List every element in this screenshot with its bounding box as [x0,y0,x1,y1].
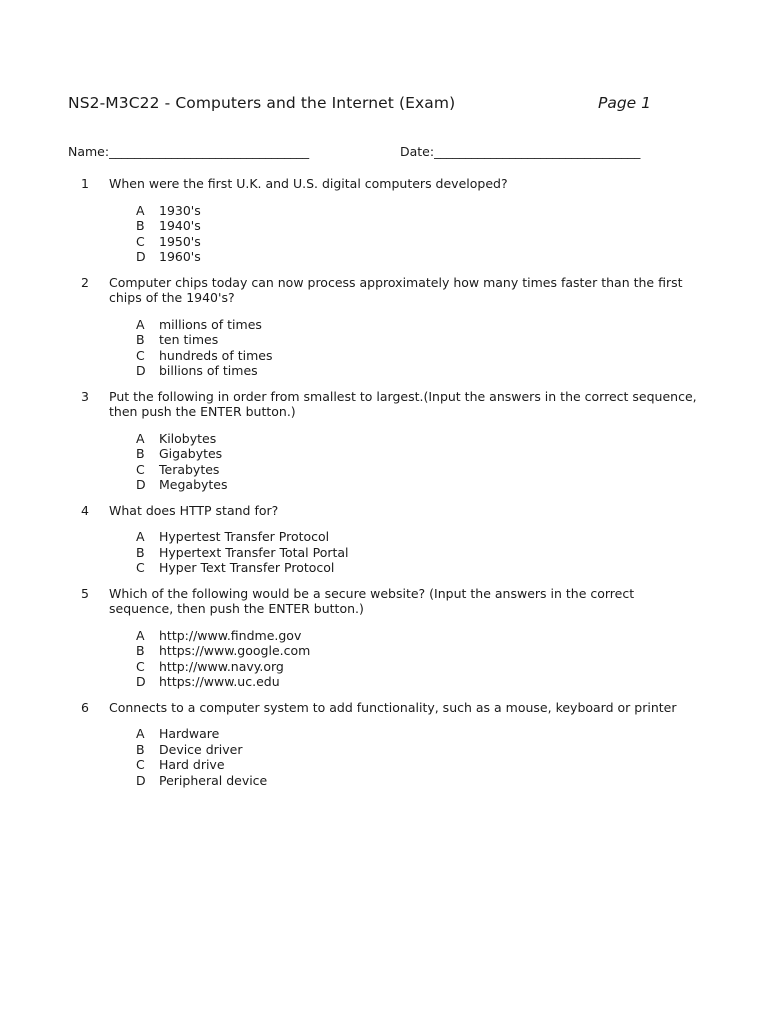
choice-letter: B [136,544,145,560]
choice-text: 1940's [159,218,201,233]
answer-choice [0,218,770,234]
choice-text: millions of times [159,316,262,332]
answer-choice [0,726,770,742]
choice-letter: D [136,363,146,378]
choice-letter: D [136,772,146,788]
answer-choice [0,659,770,675]
choice-letter: C [136,658,145,674]
choice-text: Gigabytes [159,446,223,461]
choice-letter: A [136,529,145,544]
choice-letter: B [136,741,145,757]
choice-text: Kilobytes [159,430,217,446]
choice-letter: C [136,757,145,772]
question-text: Connects to a computer system to add functionality, such as a mouse, keyboard or printer [109,699,677,715]
question-number: 4 [81,502,89,518]
answer-choices [0,628,770,690]
choice-letter: B [136,218,145,233]
choice-text: Hard drive [159,757,225,772]
choice-text: 1960's [159,249,201,264]
question-list [0,176,770,798]
choice-letter: A [136,202,145,218]
choice-text: Hyper Text Transfer Protocol [159,560,335,575]
question-item [0,275,770,379]
choice-text: https://www.google.com [159,643,311,658]
question-number: 5 [81,585,89,601]
choice-letter: A [136,430,145,446]
answer-choice [0,643,770,659]
choice-text: http://www.findme.gov [159,627,302,643]
question-number: 2 [81,274,89,290]
answer-choice [0,446,770,462]
answer-choice [0,674,770,690]
answer-choice [0,628,770,644]
choice-letter: C [136,347,145,363]
answer-choice [0,529,770,545]
question-text: Put the following in order from smallest to largest.(Input the answers in the correct sequence, then push the ENTER button.) [109,388,697,419]
choice-text: Terabytes [159,461,220,477]
choice-letter: D [136,249,146,264]
answer-choice [0,462,770,478]
question-text: Computer chips today can now process approximately how many times faster than the first chips of the 1940's? [109,274,683,305]
question-item [0,503,770,576]
choice-text: 1930's [159,202,201,218]
choice-text: Hypertest Transfer Protocol [159,529,330,544]
page-number: Page 1 [598,94,652,112]
answer-choice [0,431,770,447]
question-item [0,700,770,789]
choice-text: ten times [159,332,219,347]
choice-text: Megabytes [159,477,228,492]
answer-choice [0,332,770,348]
answer-choice [0,363,770,379]
answer-choice [0,757,770,773]
name-field: Name:________________________________ [68,144,310,159]
choice-text: Hardware [159,726,220,741]
answer-choice [0,773,770,789]
answer-choice [0,742,770,758]
choice-letter: D [136,477,146,492]
answer-choices [0,203,770,265]
exam-title: NS2-M3C22 - Computers and the Internet (Exam) [68,94,456,112]
answer-choices [0,431,770,493]
question-text: When were the first U.K. and U.S. digital computers developed? [109,176,508,191]
choice-letter: B [136,446,145,461]
choice-letter: A [136,316,145,332]
choice-letter: A [136,627,145,643]
choice-letter: C [136,560,145,575]
choice-text: 1950's [159,233,201,249]
question-number: 6 [81,699,89,715]
question-text: Which of the following would be a secure website? (Input the answers in the correct sequence, then push the ENTER button.) [109,585,635,616]
choice-text: billions of times [159,363,258,378]
choice-text: Peripheral device [159,772,268,788]
question-text: What does HTTP stand for? [109,502,279,518]
answer-choices [0,529,770,576]
choice-letter: B [136,332,145,347]
answer-choice [0,545,770,561]
answer-choices [0,317,770,379]
answer-choice [0,477,770,493]
question-item [0,176,770,265]
answer-choice [0,203,770,219]
choice-letter: C [136,461,145,477]
answer-choice [0,249,770,265]
answer-choice [0,560,770,576]
question-number: 3 [81,388,89,404]
answer-choices [0,726,770,788]
choice-text: Hypertext Transfer Total Portal [159,544,349,560]
answer-choice [0,234,770,250]
choice-text: http://www.navy.org [159,658,284,674]
question-item [0,389,770,493]
choice-text: hundreds of times [159,347,273,363]
question-item [0,586,770,690]
date-field: Date:_________________________________ [400,144,641,159]
choice-letter: A [136,726,145,741]
choice-letter: D [136,674,146,689]
choice-letter: B [136,643,145,658]
answer-choice [0,317,770,333]
choice-letter: C [136,233,145,249]
choice-text: Device driver [159,741,243,757]
answer-choice [0,348,770,364]
question-number: 1 [81,176,89,191]
choice-text: https://www.uc.edu [159,674,280,689]
